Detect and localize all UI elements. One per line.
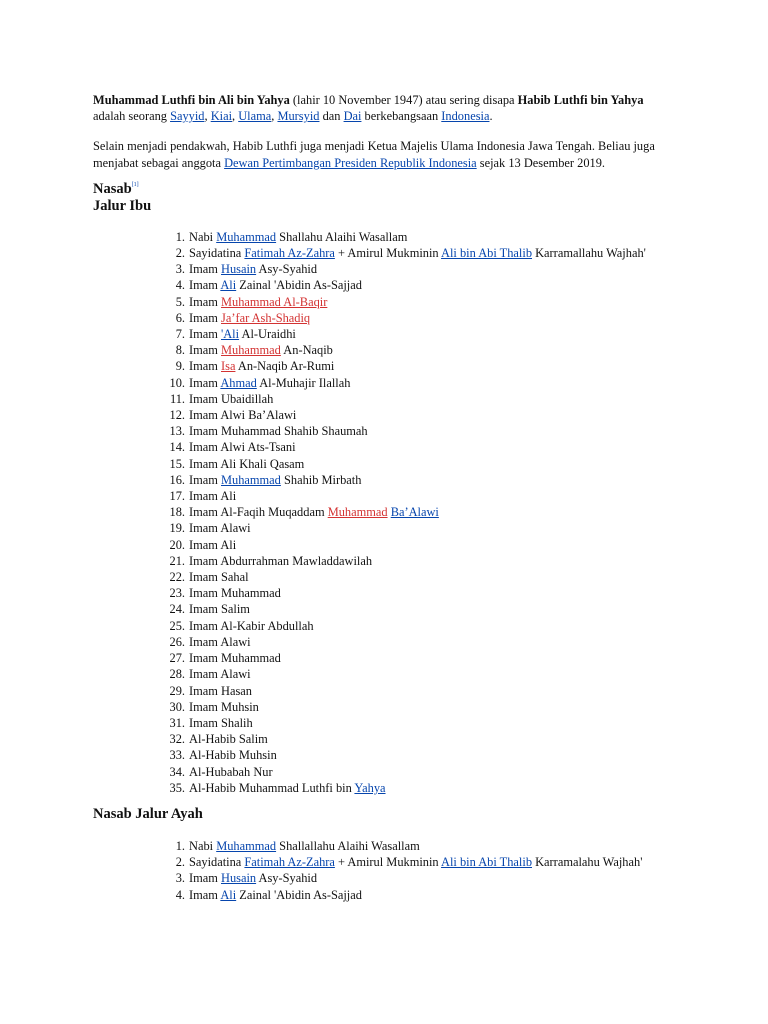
- item-text: Al-Hubabah Nur: [189, 764, 273, 779]
- item-text: Al-Uraidhi: [239, 327, 296, 342]
- item-text: Imam Muhammad: [189, 586, 281, 601]
- list-number: 12.: [169, 408, 185, 423]
- subject-alias: Habib Luthfi bin Yahya: [517, 93, 644, 107]
- item-text: Imam: [189, 871, 221, 886]
- link[interactable]: Ali: [220, 887, 237, 902]
- item-text: Imam Alawi: [189, 667, 251, 682]
- list-number: 16.: [169, 472, 185, 487]
- reference-link[interactable]: [1]: [131, 181, 139, 188]
- list-number: 15.: [169, 456, 185, 471]
- lineage-ayah-item: [93, 870, 659, 886]
- item-text: Nabi: [189, 838, 217, 853]
- list-number: 3.: [175, 262, 185, 277]
- link[interactable]: Husain: [221, 262, 257, 277]
- lineage-ibu-item: [93, 358, 659, 374]
- redlink[interactable]: Ja’far Ash-Shadiq: [221, 310, 311, 325]
- item-text: Zainal 'Abidin As-Sajjad: [236, 887, 362, 902]
- lineage-ibu-item: [93, 504, 659, 520]
- item-text: Imam: [189, 262, 221, 277]
- list-number: 10.: [169, 375, 185, 390]
- item-text: Imam Al-Kabir Abdullah: [189, 618, 314, 633]
- lineage-ibu-item: [93, 715, 659, 731]
- item-text: Imam: [189, 310, 221, 325]
- list-number: 34.: [169, 764, 185, 779]
- item-text: + Amirul Mukminin: [334, 855, 442, 870]
- item-text: An-Naqib Ar-Rumi: [235, 359, 335, 374]
- redlink[interactable]: Isa: [221, 359, 236, 374]
- redlink[interactable]: Muhammad: [327, 505, 388, 520]
- link[interactable]: Ali: [220, 278, 237, 293]
- lineage-ibu-item: [93, 585, 659, 601]
- item-text: Karramallahu Wajhah': [532, 246, 646, 261]
- item-text: Al-Muhajir Ilallah: [256, 375, 351, 390]
- heading-nasab-jalur-ayah: Nasab Jalur Ayah: [93, 805, 203, 822]
- lineage-ibu-item: [93, 391, 659, 407]
- lineage-ibu-item: [93, 407, 659, 423]
- lineage-ibu-item: [93, 683, 659, 699]
- item-text: Imam: [189, 327, 221, 342]
- list-number: 20.: [169, 537, 185, 552]
- lineage-ibu-item: [93, 699, 659, 715]
- lineage-ibu-item: [93, 294, 659, 310]
- lineage-ayah-item: [93, 887, 659, 903]
- item-text: An-Naqib: [280, 343, 333, 358]
- item-text: Imam: [189, 278, 221, 293]
- link-sayyid[interactable]: Sayyid: [170, 109, 205, 124]
- item-text: Shahib Mirbath: [280, 472, 362, 487]
- item-text: Nabi: [189, 229, 217, 244]
- lineage-ibu-item: [93, 310, 659, 326]
- lineage-ibu-item: [93, 277, 659, 293]
- list-number: 6.: [175, 310, 185, 325]
- list-number: 5.: [175, 294, 185, 309]
- lineage-ibu-item: [93, 261, 659, 277]
- link[interactable]: Muhammad: [221, 472, 281, 487]
- list-number: 30.: [169, 699, 185, 714]
- item-text: Al-Habib Salim: [189, 732, 268, 747]
- lineage-ibu-item: [93, 537, 659, 553]
- link-ulama[interactable]: Ulama: [238, 109, 272, 124]
- link[interactable]: Husain: [221, 871, 257, 886]
- lineage-ibu-item: [93, 650, 659, 666]
- item-text: Imam Hasan: [189, 683, 252, 698]
- list-number: 32.: [169, 732, 185, 747]
- item-text: Shallahu Alaihi Wasallam: [276, 229, 408, 244]
- item-text: Sayidatina: [189, 855, 245, 870]
- item-text: Imam: [189, 375, 221, 390]
- item-text: Imam: [189, 887, 221, 902]
- link[interactable]: Fatimah Az-Zahra: [244, 855, 335, 870]
- link[interactable]: Fatimah Az-Zahra: [244, 246, 335, 261]
- lineage-ibu-item: [93, 342, 659, 358]
- item-text: Karramalahu Wajhah': [532, 855, 643, 870]
- lineage-ibu-item: [93, 229, 659, 245]
- link[interactable]: Ba’Alawi: [390, 505, 439, 520]
- item-text: Imam Ali: [189, 537, 237, 552]
- link-kiai[interactable]: Kiai: [210, 109, 233, 124]
- list-number: 19.: [169, 521, 185, 536]
- item-text: Imam Abdurrahman Mawladdawilah: [189, 553, 373, 568]
- intro-paragraph: Muhammad Luthfi bin Ali bin Yahya (lahir 10 November 1947) atau sering disapa Habib Luthfi bin Yahya adalah seorang Sayyid, Kiai, Ulama, Mursyid dan Dai berkebangsaan Indonesia.: [93, 93, 644, 124]
- link[interactable]: Muhammad: [216, 229, 277, 244]
- lineage-ibu-item: [93, 553, 659, 569]
- item-text: Imam: [189, 343, 221, 358]
- item-text: Imam Ali Khali Qasam: [189, 456, 305, 471]
- list-number: 21.: [169, 553, 185, 568]
- list-number: 26.: [169, 634, 185, 649]
- list-number: 3.: [175, 871, 185, 886]
- item-text: Asy-Syahid: [256, 262, 318, 277]
- list-number: 17.: [169, 489, 185, 504]
- lineage-ibu-item: [93, 634, 659, 650]
- link[interactable]: Ali bin Abi Thalib: [441, 246, 533, 261]
- item-text: Imam Muhammad: [189, 651, 281, 666]
- lineage-ibu-item: [93, 780, 659, 796]
- lineage-ibu-item: [93, 439, 659, 455]
- list-number: 25.: [169, 618, 185, 633]
- link-indonesia[interactable]: Indonesia: [441, 109, 490, 124]
- item-text: Sayidatina: [189, 246, 245, 261]
- list-number: 1.: [175, 229, 185, 244]
- link[interactable]: Ali bin Abi Thalib: [441, 855, 533, 870]
- lineage-ibu-item: [93, 601, 659, 617]
- second-paragraph: Selain menjadi pendakwah, Habib Luthfi juga menjadi Ketua Majelis Ulama Indonesia Jawa Tengah. Beliau juga menjabat sebagai anggota Dewan Pertimbangan Presiden Republik Indonesia sejak 13 Desember 2019.: [93, 139, 655, 170]
- list-number: 22.: [169, 570, 185, 585]
- lineage-ibu-item: [93, 764, 659, 780]
- subject-name: Muhammad Luthfi bin Ali bin Yahya: [93, 93, 290, 107]
- list-number: 11.: [169, 391, 185, 406]
- lineage-ibu-item: [93, 326, 659, 342]
- lineage-ibu-item: [93, 731, 659, 747]
- item-text: Shallallahu Alaihi Wasallam: [276, 838, 420, 853]
- item-text: Al-Habib Muhammad Luthfi bin: [189, 780, 355, 795]
- lineage-ibu-item: [93, 456, 659, 472]
- article-body: [93, 92, 673, 903]
- link[interactable]: Ahmad: [220, 375, 257, 390]
- item-text: Imam: [189, 359, 221, 374]
- item-text: + Amirul Mukminin: [334, 246, 442, 261]
- lineage-ayah-item: [93, 854, 659, 870]
- item-text: Imam Muhammad Shahib Shaumah: [189, 424, 368, 439]
- lineage-ibu-item: [93, 618, 659, 634]
- lineage-ayah-item: [93, 838, 659, 854]
- link-wantimpres[interactable]: Dewan Pertimbangan Presiden Republik Indonesia: [224, 155, 477, 170]
- item-text: Imam Ali: [189, 489, 237, 504]
- heading-jalur-ibu: Jalur Ibu: [93, 197, 152, 214]
- link[interactable]: 'Ali: [221, 327, 240, 342]
- lineage-ibu-item: [93, 488, 659, 504]
- list-number: 27.: [169, 651, 185, 666]
- list-number: 31.: [169, 715, 185, 730]
- lineage-ibu-item: [93, 423, 659, 439]
- item-text: Imam Muhsin: [189, 699, 259, 714]
- list-number: 18.: [169, 505, 185, 520]
- link[interactable]: Yahya: [354, 780, 386, 795]
- link-mursyid[interactable]: Mursyid: [277, 109, 320, 124]
- list-number: 28.: [169, 667, 185, 682]
- item-text: Imam Al-Faqih Muqaddam: [189, 505, 328, 520]
- lineage-ibu-item: [93, 245, 659, 261]
- lineage-ibu-item: [93, 569, 659, 585]
- item-text: Imam Shalih: [189, 715, 253, 730]
- item-text: Imam Alawi: [189, 634, 251, 649]
- list-number: 4.: [175, 887, 185, 902]
- list-number: 29.: [169, 683, 185, 698]
- list-number: 2.: [175, 855, 185, 870]
- list-number: 13.: [169, 424, 185, 439]
- item-text: Asy-Syahid: [256, 871, 318, 886]
- list-number: 23.: [169, 586, 185, 601]
- item-text: Imam Sahal: [189, 570, 249, 585]
- list-number: 24.: [169, 602, 185, 617]
- item-text: Zainal 'Abidin As-Sajjad: [236, 278, 362, 293]
- list-number: 33.: [169, 748, 185, 763]
- heading-nasab: Nasab[1]: [93, 180, 139, 197]
- lineage-ibu-item: [93, 375, 659, 391]
- lineage-list-mother: [93, 229, 673, 796]
- item-text: Imam: [189, 472, 221, 487]
- list-number: 1.: [175, 838, 185, 853]
- item-text: Imam Alawi: [189, 521, 251, 536]
- lineage-list-father: [93, 838, 673, 903]
- list-number: 9.: [175, 359, 185, 374]
- list-number: 7.: [175, 327, 185, 342]
- link-dai[interactable]: Dai: [343, 109, 362, 124]
- list-number: 4.: [175, 278, 185, 293]
- list-number: 8.: [175, 343, 185, 358]
- list-number: 35.: [169, 780, 185, 795]
- item-text: Imam Ubaidillah: [189, 391, 274, 406]
- list-number: 2.: [175, 246, 185, 261]
- item-text: Al-Habib Muhsin: [189, 748, 277, 763]
- list-number: 14.: [169, 440, 185, 455]
- link[interactable]: Muhammad: [216, 838, 277, 853]
- item-text: Imam Alwi Ats-Tsani: [189, 440, 296, 455]
- item-text: Imam: [189, 294, 221, 309]
- lineage-ibu-item: [93, 472, 659, 488]
- redlink[interactable]: Muhammad Al-Baqir: [221, 294, 328, 309]
- lineage-ibu-item: [93, 520, 659, 536]
- lineage-ibu-item: [93, 666, 659, 682]
- item-text: Imam Salim: [189, 602, 250, 617]
- item-text: Imam Alwi Ba’Alawi: [189, 408, 297, 423]
- lineage-ibu-item: [93, 747, 659, 763]
- redlink[interactable]: Muhammad: [221, 343, 281, 358]
